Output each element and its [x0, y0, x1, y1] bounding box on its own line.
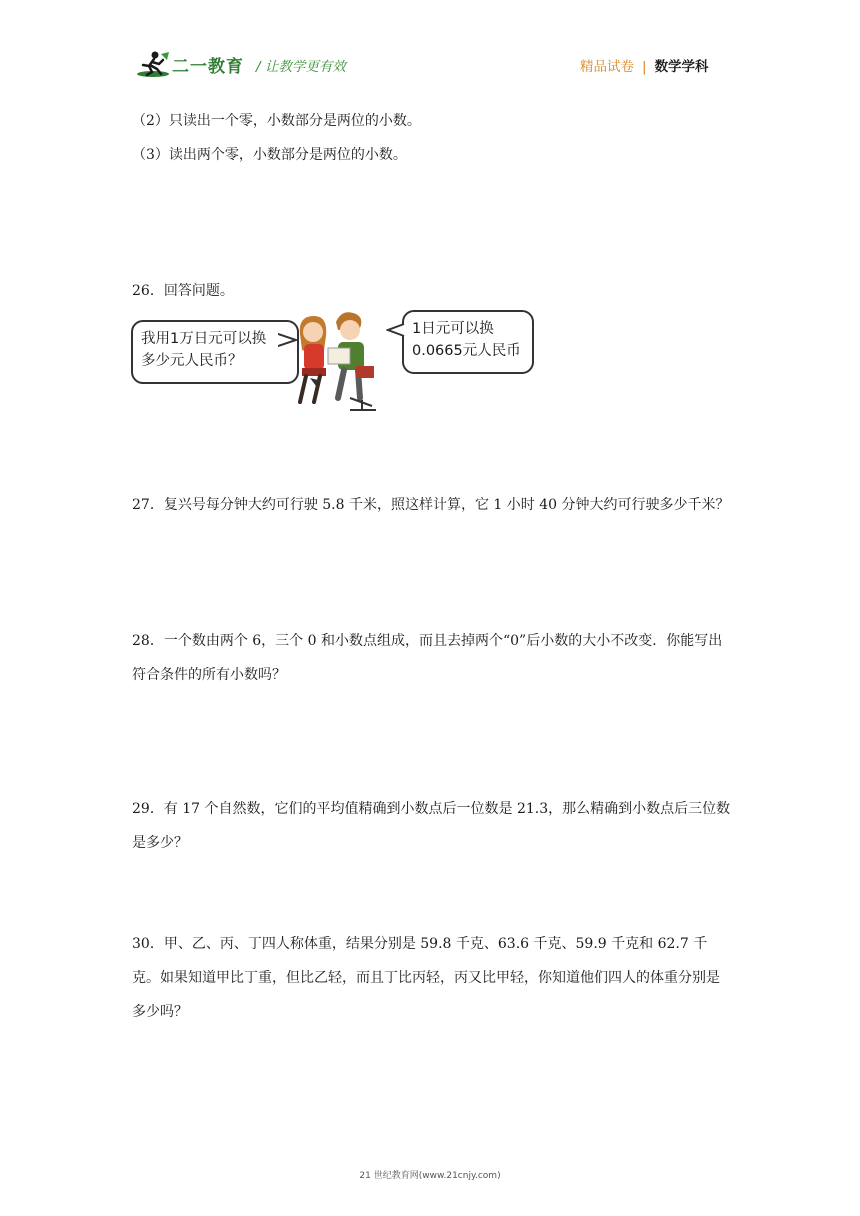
header-tags: [580, 55, 709, 75]
bubble-left-line-2: 多少元人民币？: [141, 353, 243, 369]
bubble-left-line-1: 我用1万日元可以换: [141, 331, 267, 347]
logo-text: 二一教育: [172, 57, 244, 77]
question-30: 30．甲、乙、丙、丁四人称体重，结果分别是 59.8 千克、63.6 千克、59.9 千克和 62.7 千克。如果知道甲比丁重，但比乙轻，而且丁比丙轻，丙又比甲轻，你知道他们四人的体重分别是多少吗？: [132, 936, 720, 1020]
speech-bubble-right: [402, 310, 534, 374]
item-2: （2）只读出一个零，小数部分是两位的小数。: [132, 113, 421, 129]
item-3: （3）读出两个零，小数部分是两位的小数。: [132, 147, 407, 163]
tag-separator: |: [642, 59, 647, 75]
question-29: 29．有 17 个自然数，它们的平均值精确到小数点后一位数是 21.3，那么精确到小数点后三位数是多少？: [132, 801, 731, 851]
logo-slogan: / 让教学更有效: [256, 59, 346, 75]
bubble-right-line-1: 1日元可以换: [412, 321, 494, 337]
question-26: 26．回答问题。: [132, 283, 234, 299]
question-27: 27．复兴号每分钟大约可行驶 5.8 千米，照这样计算，它 1 小时 40 分钟大约可行驶多少千米？: [132, 497, 730, 513]
footer-text: 21 世纪教育网(www.21cnjy.com): [359, 1171, 501, 1181]
subject-tag: 数学学科: [654, 59, 709, 75]
question-28: 28．一个数由两个 6，三个 0 和小数点组成，而且去掉两个“0”后小数的大小不改变．你能写出符合条件的所有小数吗？: [132, 633, 723, 683]
girl-figure: [300, 316, 326, 402]
speech-bubble-left: [131, 320, 299, 384]
boy-figure: [328, 312, 376, 410]
quality-tag: 精品试卷: [580, 59, 634, 75]
children-illustration: [290, 310, 390, 414]
bubble-right-line-2: 0.0665元人民币: [412, 343, 521, 359]
runner-logo-icon: [135, 50, 175, 80]
